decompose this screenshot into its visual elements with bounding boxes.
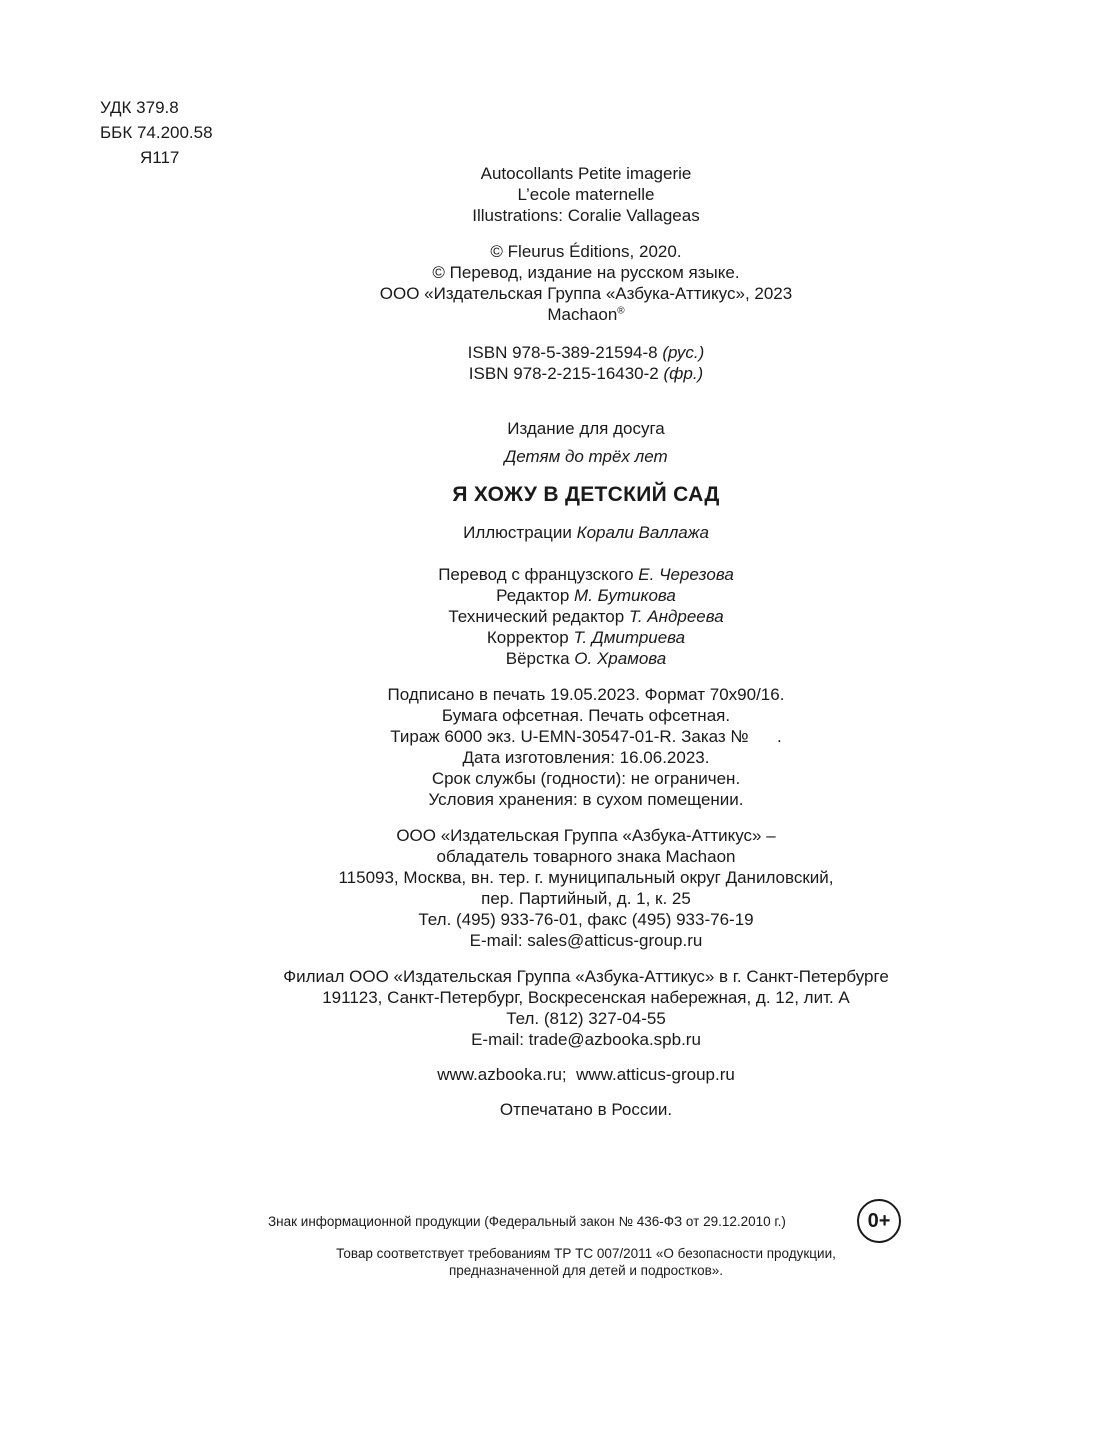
isbn-language: (рус.)	[662, 343, 705, 362]
websites: www.azbooka.ru; www.atticus-group.ru	[437, 1065, 735, 1084]
original-title: Autocollants Petite imagerie	[480, 164, 692, 183]
isbn-russian	[0, 342, 1100, 363]
credit-name: Е. Черезова	[638, 565, 734, 584]
credit-role: Технический редактор	[448, 607, 625, 626]
credit-name: О. Храмова	[574, 649, 667, 668]
credit-name: М. Бутикова	[574, 586, 676, 605]
credit-name: Т. Дмитриева	[573, 628, 686, 647]
credit-line	[0, 564, 1100, 585]
credit-role: Перевод с французского	[438, 565, 634, 584]
credit-line	[0, 606, 1100, 627]
udk-code: УДК 379.8	[100, 98, 179, 117]
print-info-line: Тираж 6000 экз. U-EMN-30547-01-R. Заказ № .	[390, 727, 782, 746]
printed-in: Отпечатано в России.	[499, 1100, 673, 1119]
author-mark: Я117	[140, 148, 180, 167]
brand-name: Machaon	[547, 305, 618, 324]
credit-role: Вёрстка	[505, 649, 570, 668]
bbk-code: ББК 74.200.58	[100, 123, 213, 142]
print-info-block	[0, 684, 1100, 810]
branch-line: 191123, Санкт-Петербург, Воскресенская набережная, д. 12, лит. А	[322, 988, 850, 1007]
copyright-block	[0, 241, 1100, 325]
publisher-line: 115093, Москва, вн. тер. г. муниципальный округ Даниловский,	[338, 868, 834, 887]
edition-type: Издание для досуга	[507, 419, 665, 438]
print-info-line: Подписано в печать 19.05.2023. Формат 70x90/16.	[387, 685, 785, 704]
isbn-block	[0, 342, 1100, 384]
compliance-block	[0, 1245, 1100, 1279]
publisher-block	[0, 825, 1100, 951]
publisher-line: обладатель товарного знака Machaon	[436, 847, 736, 866]
isbn-number: ISBN 978-5-389-21594-8	[467, 343, 658, 362]
credit-line	[0, 648, 1100, 669]
credit-role: Редактор	[496, 586, 570, 605]
branch-block	[0, 966, 1100, 1050]
registered-mark: ®	[617, 305, 625, 317]
original-edition-block	[0, 163, 1100, 226]
credits-block	[0, 564, 1100, 669]
illustrations-credit	[0, 522, 1100, 543]
imprint-brand	[0, 304, 1100, 325]
compliance-line: Товар соответствует требованиям ТР ТС 007/2011 «О безопасности продукции,	[336, 1246, 836, 1261]
isbn-french	[0, 363, 1100, 384]
copyright-line: © Перевод, издание на русском языке.	[432, 263, 740, 282]
publisher-line: ООО «Издательская Группа «Азбука-Аттикус» –	[396, 826, 776, 845]
credit-name: Т. Андреева	[628, 607, 724, 626]
credit-role: Корректор	[486, 628, 569, 647]
info-sign-text: Знак информационной продукции (Федеральный закон № 436-ФЗ от 29.12.2010 г.)	[268, 1214, 786, 1229]
branch-line: Тел. (812) 327-04-55	[506, 1009, 666, 1028]
compliance-line: предназначенной для детей и подростков».	[448, 1263, 724, 1278]
publisher-email: E-mail: sales@atticus-group.ru	[469, 931, 703, 950]
copyright-line: ООО «Издательская Группа «Азбука-Аттикус», 2023	[379, 284, 793, 303]
print-info-line: Бумага офсетная. Печать офсетная.	[441, 706, 731, 725]
credit-line	[0, 585, 1100, 606]
illustrator-name: Корали Валлажа	[576, 523, 709, 542]
classification-block	[100, 95, 213, 170]
isbn-number: ISBN 978-2-215-16430-2	[468, 364, 659, 383]
credit-line	[0, 627, 1100, 648]
branch-line: Филиал ООО «Издательская Группа «Азбука-Аттикус» в г. Санкт-Петербурге	[283, 967, 889, 986]
publisher-line: пер. Партийный, д. 1, к. 25	[481, 889, 691, 908]
book-title: Я ХОЖУ В ДЕТСКИЙ САД	[452, 483, 720, 506]
age-rating-badge: 0+	[857, 1199, 901, 1243]
isbn-language: (фр.)	[663, 364, 704, 383]
print-info-line: Дата изготовления: 16.06.2023.	[462, 748, 710, 767]
print-info-line: Срок службы (годности): не ограничен.	[431, 769, 741, 788]
original-subtitle: L’ecole maternelle	[517, 185, 655, 204]
print-info-line: Условия хранения: в сухом помещении.	[428, 790, 744, 809]
branch-email: E-mail: trade@azbooka.spb.ru	[471, 1030, 701, 1049]
copyright-line: © Fleurus Éditions, 2020.	[490, 242, 682, 261]
illustrations-label: Иллюстрации	[463, 523, 572, 542]
publisher-line: Тел. (495) 933-76-01, факс (495) 933-76-19	[418, 910, 754, 929]
age-note: Детям до трёх лет	[504, 447, 668, 466]
original-illustrator: Illustrations: Coralie Vallageas	[472, 206, 700, 225]
